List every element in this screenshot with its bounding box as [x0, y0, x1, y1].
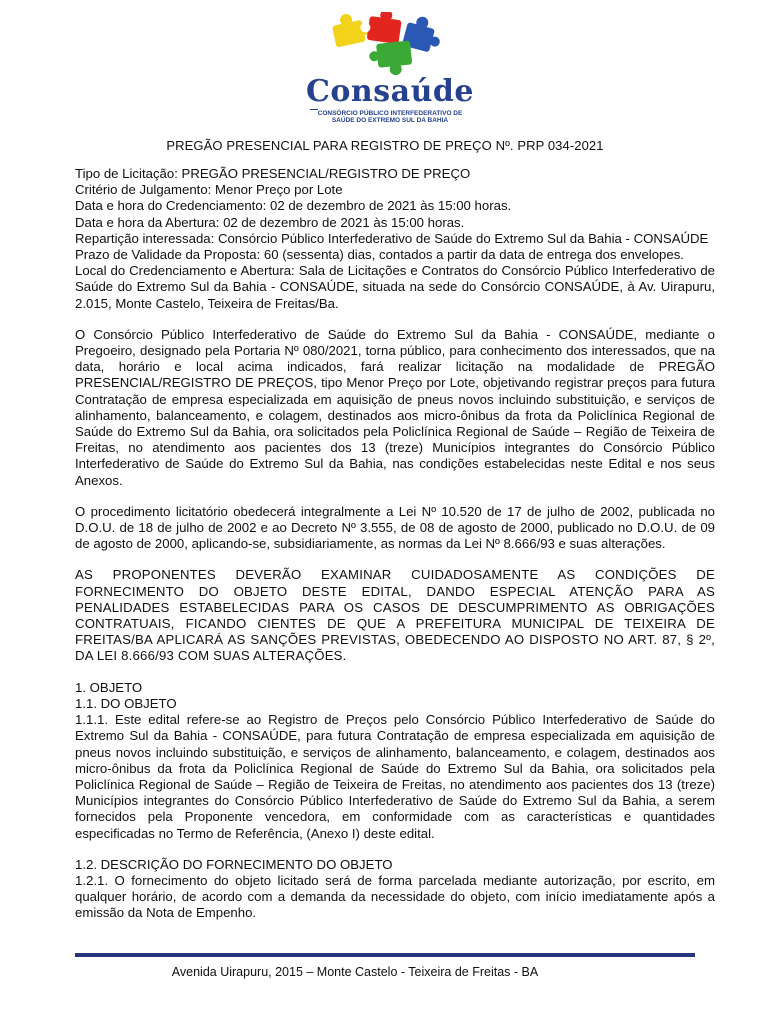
section-1-2-1: 1.2.1. O fornecimento do objeto licitado será de forma parcelada mediante autorização, por escrito, em qualquer horário, de acordo com a demanda da necessidade do objeto, com início imediatamente após a emissão da Nota de Empenho.	[75, 872, 715, 921]
header-line-opening: Data e hora da Abertura: 02 de dezembro de 2021 às 15:00 horas.	[75, 214, 465, 230]
paragraph-intro: O Consórcio Público Interfederativo de Saúde do Extremo Sul da Bahia - CONSAÚDE, mediante o Pregoeiro, designado pela Portaria Nº 080/2021, torna público, para conhecimento dos interessados, que na data, horário e local acima indicados, fará realizar licitação na modalidade de PREGÃO PRESENCIAL/REGISTRO DE PREÇOS, tipo Menor Preço por Lote, objetivando registrar preços para futura Contratação de empresa especializada em aquisição de pneus novos incluindo substituição, e serviços de alinhamento, balanceamento, e colagem, destinados aos micro-ônibus da frota da Policlínica Regional de Saúde do Extremo Sul da Bahia, ora solicitados pela Policlínica Regional de Saúde – Região de Teixeira de Freitas, no atendimento aos pacientes dos 13 (treze) Municípios integrantes do Consórcio Público Interfederativo de Saúde do Extremo Sul da Bahia, nas condições estabelecidas neste Edital e nos seus Anexos.	[75, 326, 715, 488]
paragraph-procedure: O procedimento licitatório obedecerá integralmente a Lei Nº 10.520 de 17 de julho de 2002, publicada no D.O.U. de 18 de julho de 2002 e ao Decreto Nº 3.555, de 08 de agosto de 2000, publicado no D.O.U. de 09 de agosto de 2000, aplicando-se, subsidiariamente, as normas da Lei Nº 8.666/93 e suas alterações.	[75, 503, 715, 552]
header-line-validity: Prazo de Validade da Proposta: 60 (sessenta) dias, contados a partir da data de entrega dos envelopes.	[75, 247, 684, 263]
spacer	[75, 842, 715, 857]
document-title: PREGÃO PRESENCIAL PARA REGISTRO DE PREÇO Nº. PRP 034-2021	[166, 138, 604, 153]
header-line-location: Local do Credenciamento e Abertura: Sala de Licitações e Contratos do Consórcio Público Interfederativo de Saúde do Extremo Sul da Bahia - CONSAÚDE, situada na sede do Consórcio CONSAÚDE, à Av. Uirapuru, 2.015, Monte Castelo, Teixeira de Freitas/Ba.	[75, 263, 715, 311]
document-body	[75, 166, 715, 922]
logo-wordmark: Consaúde	[306, 74, 474, 109]
consaude-logo	[300, 12, 480, 122]
header-line-accreditation: Data e hora do Credenciamento: 02 de dezembro de 2021 às 15:00 horas.	[75, 198, 512, 214]
header-line-type: Tipo de Licitação: PREGÃO PRESENCIAL/REGISTRO DE PREÇO	[75, 166, 471, 181]
section-1-heading: 1. OBJETO	[75, 679, 143, 695]
spacer	[75, 552, 715, 567]
paragraph-warning: AS PROPONENTES DEVERÃO EXAMINAR CUIDADOSAMENTE AS CONDIÇÕES DE FORNECIMENTO DO OBJETO DESTE EDITAL, DANDO ESPECIAL ATENÇÃO PARA AS PENALIDADES ESTABELECIDAS PARA OS CASOS DE DESCUMPRIMENTO AS OBRIGAÇÕES CONTRATUAIS, FICANDO CIENTES DE QUE A PREFEITURA MUNICIPAL DE TEIXEIRA DE FREITAS/BA APLICARÁ AS SANÇÕES PREVISTAS, OBEDECENDO AO DISPOSTO NO ART. 87, § 2º, DA LEI 8.666/93 COM SUAS ALTERAÇÕES.	[75, 567, 715, 664]
section-1-2-heading: 1.2. DESCRIÇÃO DO FORNECIMENTO DO OBJETO	[75, 856, 393, 872]
spacer	[75, 665, 715, 680]
section-1-1-1: 1.1.1. Este edital refere-se ao Registro de Preços pelo Consórcio Público Interfederativo de Saúde do Extremo Sul da Bahia - CONSAÚDE, para futura Contratação de empresa especializada em aquisição de pneus novos incluindo substituição, e serviços de alinhamento, balanceamento, e colagem, destinados aos micro-ônibus da frota da Policlínica Regional de Saúde do Extremo Sul da Bahia, ora solicitados pela Policlínica Regional de Saúde – Região de Teixeira de Freitas, no atendimento aos pacientes dos 13 (treze) Municípios integrantes do Consórcio Público Interfederativo de Saúde do Extremo Sul da Bahia, a serem fornecidos pela Proponente vencedora, em conformidade com as características e quantidades especificadas no Termo de Referência, (Anexo I) deste edital.	[75, 712, 715, 841]
spacer	[75, 489, 715, 504]
footer-address: Avenida Uirapuru, 2015 – Monte Castelo - Teixeira de Freitas - BA	[171, 965, 539, 979]
footer-divider	[75, 953, 695, 957]
logo-subtitle-line2: SAÚDE DO EXTREMO SUL DA BAHIA	[331, 117, 449, 124]
header-line-department: Repartição interessada: Consórcio Público Interfederativo de Saúde do Extremo Sul da Bahia - CONSAÚDE	[75, 230, 709, 246]
logo-subtitle-line1: CONSÓRCIO PÚBLICO INTERFEDERATIVO DE	[317, 110, 463, 117]
section-1-1-heading: 1.1. DO OBJETO	[75, 695, 177, 711]
header-line-criteria: Critério de Julgamento: Menor Preço por Lote	[75, 182, 343, 198]
spacer	[75, 312, 715, 327]
